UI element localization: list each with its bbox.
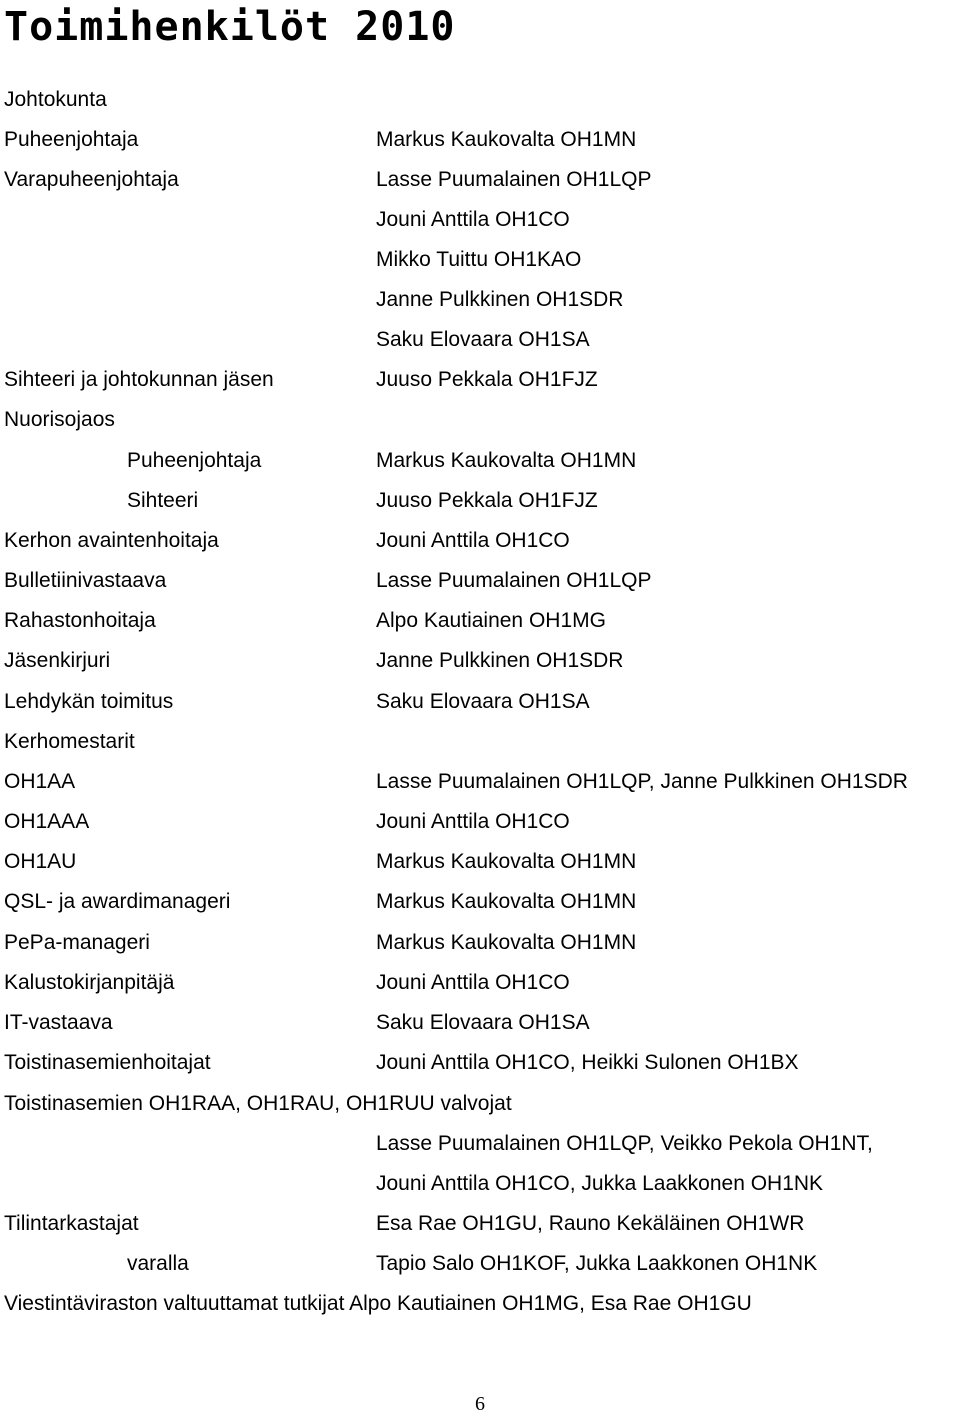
section-heading-nuorisojaos	[0, 400, 960, 440]
row-label: Johtokunta	[4, 88, 107, 111]
row-value: Markus Kaukovalta OH1MN	[376, 850, 637, 873]
roster-row	[0, 1244, 960, 1284]
row-label: OH1AAA	[4, 810, 90, 833]
row-value: Janne Pulkkinen OH1SDR	[376, 288, 624, 311]
row-label: IT-vastaava	[4, 1011, 113, 1034]
row-value: Esa Rae OH1GU, Rauno Kekäläinen OH1WR	[376, 1212, 805, 1235]
row-value: Saku Elovaara OH1SA	[376, 1011, 590, 1034]
roster-row	[0, 160, 960, 200]
row-value: Lasse Puumalainen OH1LQP	[376, 168, 652, 191]
row-label: Tilintarkastajat	[4, 1212, 139, 1235]
row-value: Lasse Puumalainen OH1LQP	[376, 569, 652, 592]
section-heading-kerhomestarit	[0, 722, 960, 762]
row-value: Juuso Pekkala OH1FJZ	[376, 489, 598, 512]
roster-row	[0, 923, 960, 963]
row-value: Tapio Salo OH1KOF, Jukka Laakkonen OH1NK	[376, 1252, 818, 1275]
roster-row	[0, 963, 960, 1003]
row-value: Mikko Tuittu OH1KAO	[376, 248, 582, 271]
roster-row	[0, 360, 960, 400]
row-value: Jouni Anttila OH1CO, Heikki Sulonen OH1BX	[376, 1051, 799, 1074]
row-value: Lasse Puumalainen OH1LQP, Veikko Pekola OH1NT,	[376, 1132, 873, 1155]
section-heading-johtokunta	[0, 80, 960, 120]
row-value: Jouni Anttila OH1CO, Jukka Laakkonen OH1NK	[376, 1172, 824, 1195]
row-value: Saku Elovaara OH1SA	[376, 328, 590, 351]
roster-row	[0, 802, 960, 842]
roster-row	[0, 601, 960, 641]
row-value: Markus Kaukovalta OH1MN	[376, 128, 637, 151]
roster-row	[0, 120, 960, 160]
roster-row	[0, 762, 960, 802]
roster-row	[0, 1043, 960, 1083]
row-value: Markus Kaukovalta OH1MN	[376, 890, 637, 913]
row-value: Janne Pulkkinen OH1SDR	[376, 649, 624, 672]
roster-row	[0, 320, 960, 360]
row-value: Markus Kaukovalta OH1MN	[376, 931, 637, 954]
row-value: Lasse Puumalainen OH1LQP, Janne Pulkkinen OH1SDR	[376, 770, 908, 793]
row-label: Toistinasemienhoitajat	[4, 1051, 211, 1074]
roster-row	[0, 521, 960, 561]
row-label: PePa-manageri	[4, 931, 150, 954]
row-label: QSL- ja awardimanageri	[4, 890, 231, 913]
row-label: Kalustokirjanpitäjä	[4, 971, 175, 994]
row-value: Alpo Kautiainen OH1MG	[376, 609, 606, 632]
roster-row	[0, 1003, 960, 1043]
row-label: Bulletiinivastaava	[4, 569, 167, 592]
page-number: 6	[475, 1393, 485, 1415]
row-value: Jouni Anttila OH1CO	[376, 529, 570, 552]
row-label: Rahastonhoitaja	[4, 609, 156, 632]
roster-row	[0, 1164, 960, 1204]
roster-row	[0, 1204, 960, 1244]
roster-row	[0, 1124, 960, 1164]
roster-row	[0, 1284, 960, 1324]
row-value: Jouni Anttila OH1CO	[376, 971, 570, 994]
section-heading-toistinasemat	[0, 1084, 960, 1124]
row-label: Kerhon avaintenhoitaja	[4, 529, 219, 552]
row-label: Toistinasemien OH1RAA, OH1RAU, OH1RUU valvojat	[4, 1092, 512, 1115]
row-value: Jouni Anttila OH1CO	[376, 810, 570, 833]
roster-row	[0, 200, 960, 240]
row-value: Saku Elovaara OH1SA	[376, 690, 590, 713]
roster-row	[0, 280, 960, 320]
roster-row	[0, 240, 960, 280]
roster-row	[0, 682, 960, 722]
row-label: OH1AU	[4, 850, 77, 873]
row-value: Juuso Pekkala OH1FJZ	[376, 368, 598, 391]
row-label: Jäsenkirjuri	[4, 649, 111, 672]
row-label: Sihteeri	[127, 489, 199, 512]
row-label: Nuorisojaos	[4, 408, 115, 431]
row-value: Markus Kaukovalta OH1MN	[376, 449, 637, 472]
row-label: Lehdykän toimitus	[4, 690, 174, 713]
row-label: Sihteeri ja johtokunnan jäsen	[4, 368, 274, 391]
roster-row	[0, 641, 960, 681]
row-label: varalla	[127, 1252, 189, 1275]
roster-row	[0, 481, 960, 521]
row-label: Varapuheenjohtaja	[4, 168, 179, 191]
roster-row	[0, 441, 960, 481]
roster-row	[0, 561, 960, 601]
roster-row	[0, 882, 960, 922]
row-label: OH1AA	[4, 770, 76, 793]
roster-row	[0, 842, 960, 882]
row-value: Jouni Anttila OH1CO	[376, 208, 570, 231]
row-label: Kerhomestarit	[4, 730, 135, 753]
row-label: Puheenjohtaja	[4, 128, 139, 151]
row-label: Viestintäviraston valtuuttamat tutkijat Alpo Kautiainen OH1MG, Esa Rae OH1GU	[4, 1292, 752, 1315]
row-label: Puheenjohtaja	[127, 449, 262, 472]
page-title: Toimihenkilöt 2010	[4, 4, 456, 50]
